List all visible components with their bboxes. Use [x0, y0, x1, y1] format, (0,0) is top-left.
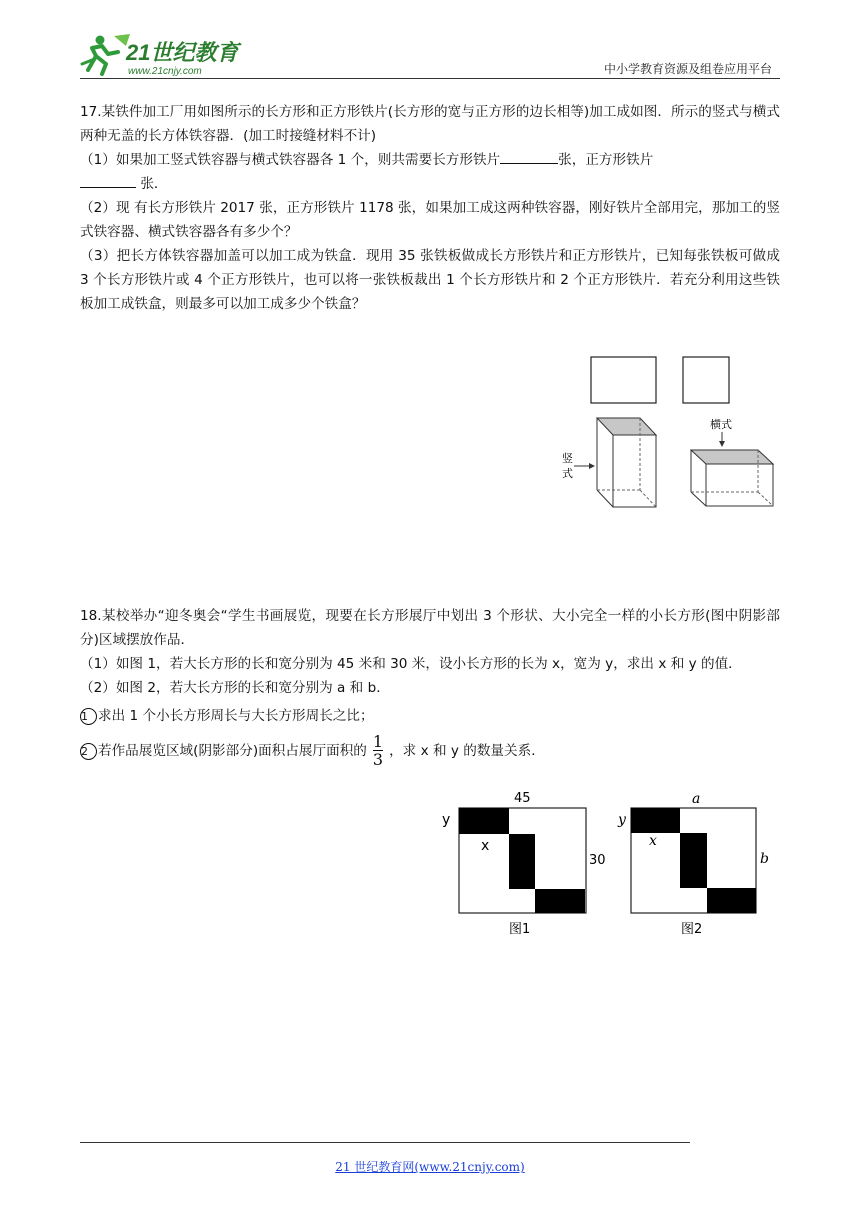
header-divider — [80, 78, 780, 79]
q17-part2: （2）现 有长方形铁片 2017 张，正方形铁片 1178 张，如果加工成这两种铁容器，刚好铁片全部用完，那加工的竖式铁容器、横式铁容器各有多少个？ — [80, 200, 780, 240]
fig1-top-label: 45 — [514, 791, 531, 806]
fig2-x-label: x — [649, 833, 657, 849]
q17-part1-text-b: 张，正方形铁片 — [558, 152, 654, 168]
arrow-down-icon — [719, 432, 725, 447]
question-18 — [80, 604, 780, 768]
fig1-y-label: y — [442, 812, 451, 828]
fig2-top-label: a — [692, 791, 701, 807]
vertical-label: 式 — [562, 467, 573, 480]
arrow-right-icon — [574, 463, 595, 469]
fig2-side-label: b — [760, 851, 769, 867]
q17-part1-text-c: 张． — [136, 176, 168, 192]
question-17 — [80, 100, 780, 316]
q18-part1: （1）如图 1，若大长方形的长和宽分别为 45 米和 30 米，设小长方形的长为 x，宽为 y，求出 x 和 y 的值． — [80, 656, 742, 672]
shaded-rectangle — [680, 833, 707, 888]
q18-figures — [436, 786, 786, 950]
fig1-x-label: x — [481, 838, 490, 854]
q18-intro: 18.某校举办“迎冬奥会“学生书画展览，现要在长方形展厅中划出 3 个形状、大小完全一样的小长方形(图中阴影部分)区域摆放作品． — [80, 608, 780, 648]
q17-part3: （3）把长方体铁容器加盖可以加工成为铁盒．现用 35 张铁板做成长方形铁片和正方形铁片，已知每张铁板可做成 3 个长方形铁片或 4 个正方形铁片，也可以将一张铁板裁出 1 个长方形铁片和 2 个正方形铁片．若充分利用这些铁板加工成铁盒，则最多可以加工成多少个铁盒？ — [80, 248, 780, 312]
horizontal-container — [691, 450, 773, 506]
answer-blank[interactable] — [80, 174, 136, 188]
shaded-rectangle — [535, 889, 585, 913]
site-logo — [78, 30, 268, 78]
runner-icon — [82, 34, 130, 74]
circled-number: 2 — [80, 743, 97, 760]
q17-intro: 17.某铁件加工厂用如图所示的长方形和正方形铁片(长方形的宽与正方形的边长相等)加工成如图．所示的竖式与横式两种无盖的长方体铁容器．(加工时接缝材料不计) — [80, 104, 780, 144]
square-sheet — [683, 357, 729, 403]
circled-number: 1 — [80, 708, 97, 725]
fraction-one-third — [373, 734, 383, 768]
fraction-denominator: 3 — [372, 750, 384, 769]
q18-sub2-text-a: 若作品展览区域(阴影部分)面积占展厅面积的 — [98, 743, 367, 759]
q18-sub2-text-b: ，求 x 和 y 的数量关系． — [389, 743, 545, 759]
fig2-caption: 图2 — [681, 922, 703, 937]
shaded-rectangle — [707, 888, 756, 913]
fig1-side-label: 30 — [589, 853, 606, 868]
logo-url: www.21cnjy.com — [128, 66, 202, 77]
figure-2 — [617, 791, 769, 937]
footer-divider — [80, 1142, 690, 1143]
q17-part1 — [80, 148, 780, 196]
q18-sub2 — [80, 734, 780, 768]
shaded-rectangle — [459, 808, 509, 834]
vertical-label: 竖 — [562, 452, 573, 465]
figure-1 — [442, 791, 606, 937]
q17-part1-text-a: （1）如果加工竖式铁容器与横式铁容器各 1 个，则共需要长方形铁片 — [80, 152, 501, 168]
fig1-caption: 图1 — [509, 922, 531, 937]
fraction-numerator: 1 — [372, 732, 384, 751]
logo-text: 21世纪教育 — [126, 40, 239, 65]
q18-part2: （2）如图 2，若大长方形的长和宽分别为 a 和 b． — [80, 680, 390, 696]
fig2-y-label: y — [618, 812, 626, 828]
horizontal-label: 横式 — [710, 418, 732, 431]
q18-sub1 — [80, 704, 780, 728]
q18-sub1-text: 求出 1 个小长方形周长与大长方形周长之比； — [98, 708, 374, 724]
shaded-rectangle — [631, 808, 680, 833]
rectangle-sheet — [591, 357, 656, 403]
footer-link[interactable]: 21 世纪教育网(www.21cnjy.com) — [335, 1160, 525, 1174]
vertical-container — [597, 418, 656, 507]
shaded-rectangle — [509, 834, 535, 889]
q17-figure — [560, 350, 790, 514]
platform-name: 中小学教育资源及组卷应用平台 — [603, 62, 772, 76]
answer-blank[interactable] — [500, 150, 558, 164]
